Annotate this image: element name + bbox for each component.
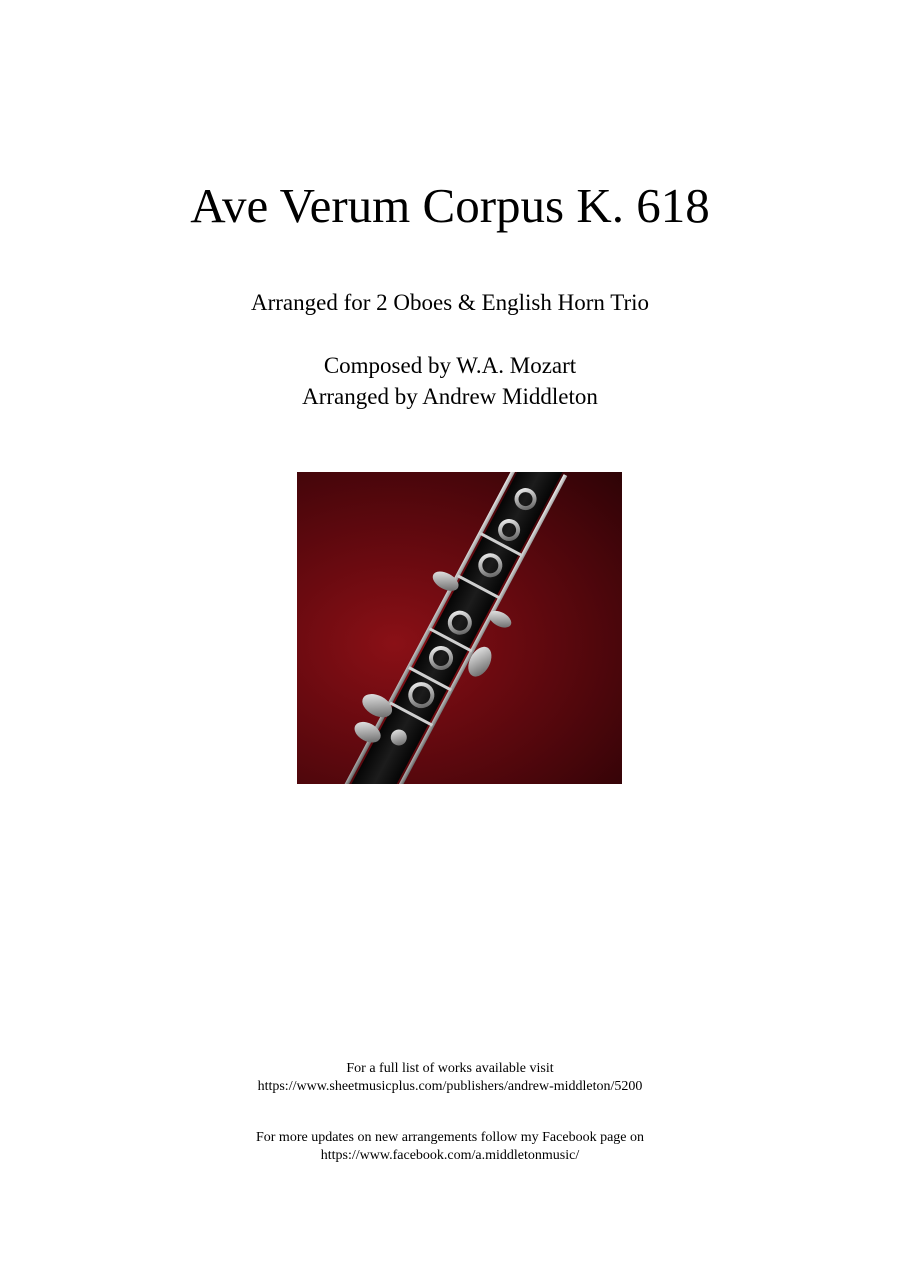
facebook-intro: For more updates on new arrangements follow my Facebook page on — [255, 1130, 644, 1145]
page-title: Ave Verum Corpus K. 618 — [190, 178, 710, 233]
works-info — [0, 1060, 900, 1096]
arranger-line: Arranged by Andrew Middleton — [302, 384, 598, 409]
subtitle: Arranged for 2 Oboes & English Horn Trio — [251, 290, 649, 315]
facebook-info — [0, 1129, 900, 1165]
works-intro: For a full list of works available visit — [346, 1061, 554, 1076]
oboe-photo-icon — [297, 472, 622, 784]
credits — [0, 350, 900, 412]
works-url[interactable]: https://www.sheetmusicplus.com/publishers/andrew-middleton/5200 — [257, 1079, 643, 1094]
cover-image — [297, 472, 622, 784]
facebook-url[interactable]: https://www.facebook.com/a.middletonmusic/ — [320, 1148, 580, 1163]
composer-line: Composed by W.A. Mozart — [323, 353, 577, 378]
